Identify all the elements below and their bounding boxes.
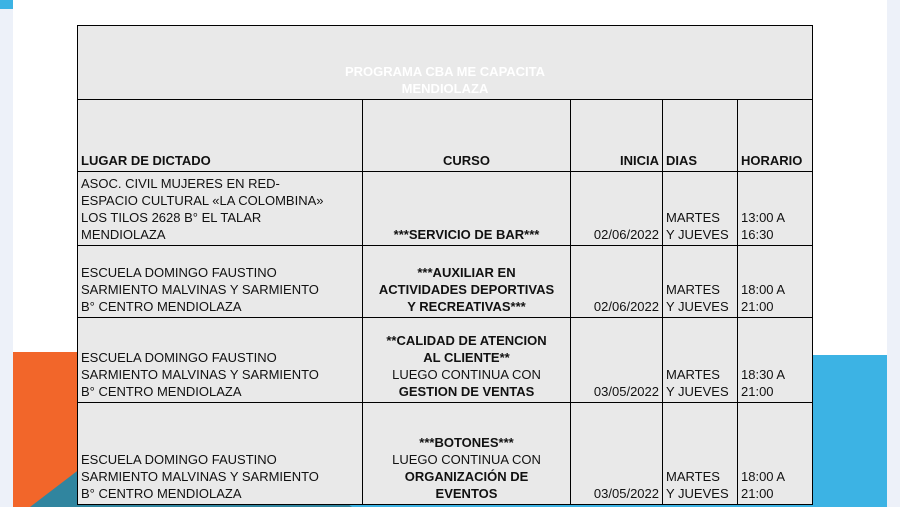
cell-line: 16:30 (741, 227, 774, 242)
inicia-cell: 03/05/2022 (571, 403, 663, 505)
table-header-row (78, 100, 813, 172)
cell-line: 18:00 A (741, 469, 786, 484)
dias-cell (663, 172, 738, 246)
curso-cell (363, 403, 571, 505)
course-table-body (78, 172, 813, 505)
cell-line: B° CENTRO MENDIOLAZA (81, 299, 242, 314)
top-left-accent-square (0, 0, 13, 9)
column-header-curso: CURSO (363, 100, 571, 172)
table-title-line2: MENDIOLAZA (401, 81, 489, 96)
cell-line: LUEGO CONTINUA CON (392, 367, 541, 382)
cell-line: ESCUELA DOMINGO FAUSTINO (81, 350, 277, 365)
cell-line: GESTION DE VENTAS (398, 384, 535, 399)
column-header-inicia: INICIA (571, 100, 663, 172)
cell-line: SARMIENTO MALVINAS Y SARMIENTO (81, 367, 319, 382)
table-row (78, 172, 813, 246)
horario-cell (738, 403, 813, 505)
dias-cell (663, 246, 738, 318)
cell-line: ***BOTONES*** (419, 435, 514, 450)
cell-line: MARTES (666, 282, 720, 297)
lugar-cell (78, 403, 363, 505)
cell-line: MARTES (666, 210, 720, 225)
left-edge-strip (0, 0, 13, 507)
curso-cell (363, 318, 571, 403)
cell-line: 21:00 (741, 384, 774, 399)
cell-line: LUEGO CONTINUA CON (392, 452, 541, 467)
horario-cell (738, 318, 813, 403)
schedule-table (77, 25, 813, 505)
cell-line: ***AUXILIAR EN (417, 265, 516, 280)
cell-line: MARTES (666, 367, 720, 382)
cell-line: 18:00 A (741, 282, 786, 297)
curso-cell (363, 172, 571, 246)
cell-line: ESCUELA DOMINGO FAUSTINO (81, 265, 277, 280)
cell-line: Y JUEVES (666, 384, 729, 399)
cell-line: Y RECREATIVAS*** (407, 299, 526, 314)
table-row (78, 246, 813, 318)
curso-cell (363, 246, 571, 318)
cell-line: LOS TILOS 2628 B° EL TALAR (81, 210, 262, 225)
cell-line: 21:00 (741, 299, 774, 314)
cell-line: SARMIENTO MALVINAS Y SARMIENTO (81, 282, 319, 297)
table-title-row (78, 26, 813, 100)
horario-cell (738, 172, 813, 246)
inicia-cell: 03/05/2022 (571, 318, 663, 403)
cell-line: 21:00 (741, 486, 774, 501)
inicia-cell: 02/06/2022 (571, 246, 663, 318)
cell-line: **CALIDAD DE ATENCION (386, 333, 547, 348)
table-head-section (78, 26, 813, 172)
right-edge-strip (887, 0, 900, 507)
cell-line: SARMIENTO MALVINAS Y SARMIENTO (81, 469, 319, 484)
cell-line: ESPACIO CULTURAL «LA COLOMBINA» (81, 193, 324, 208)
cell-line: MENDIOLAZA (81, 227, 166, 242)
dias-cell (663, 318, 738, 403)
cell-line: 13:00 A (741, 210, 786, 225)
table-title (78, 26, 813, 100)
cell-line: Y JUEVES (666, 486, 729, 501)
cell-line: ASOC. CIVIL MUJERES EN RED- (81, 176, 280, 191)
column-header-dias: DIAS (663, 100, 738, 172)
dias-cell (663, 403, 738, 505)
cell-line: ESCUELA DOMINGO FAUSTINO (81, 452, 277, 467)
cell-line: ***SERVICIO DE BAR*** (393, 227, 540, 242)
cell-line: ORGANIZACIÓN DE (404, 469, 529, 484)
cell-line: Y JUEVES (666, 227, 729, 242)
cell-line: AL CLIENTE** (423, 350, 510, 365)
table-title-line1: PROGRAMA CBA ME CAPACITA (344, 64, 546, 79)
cell-line: EVENTOS (435, 486, 498, 501)
inicia-cell: 02/06/2022 (571, 172, 663, 246)
cell-line: B° CENTRO MENDIOLAZA (81, 486, 242, 501)
cell-line: ACTIVIDADES DEPORTIVAS (378, 282, 555, 297)
cell-line: B° CENTRO MENDIOLAZA (81, 384, 242, 399)
column-header-lugar: LUGAR DE DICTADO (78, 100, 363, 172)
horario-cell (738, 246, 813, 318)
lugar-cell (78, 172, 363, 246)
lugar-cell (78, 318, 363, 403)
table-row (78, 403, 813, 505)
cell-line: MARTES (666, 469, 720, 484)
lugar-cell (78, 246, 363, 318)
column-header-horario: HORARIO (738, 100, 813, 172)
cell-line: Y JUEVES (666, 299, 729, 314)
table-row (78, 318, 813, 403)
cell-line: 18:30 A (741, 367, 786, 382)
